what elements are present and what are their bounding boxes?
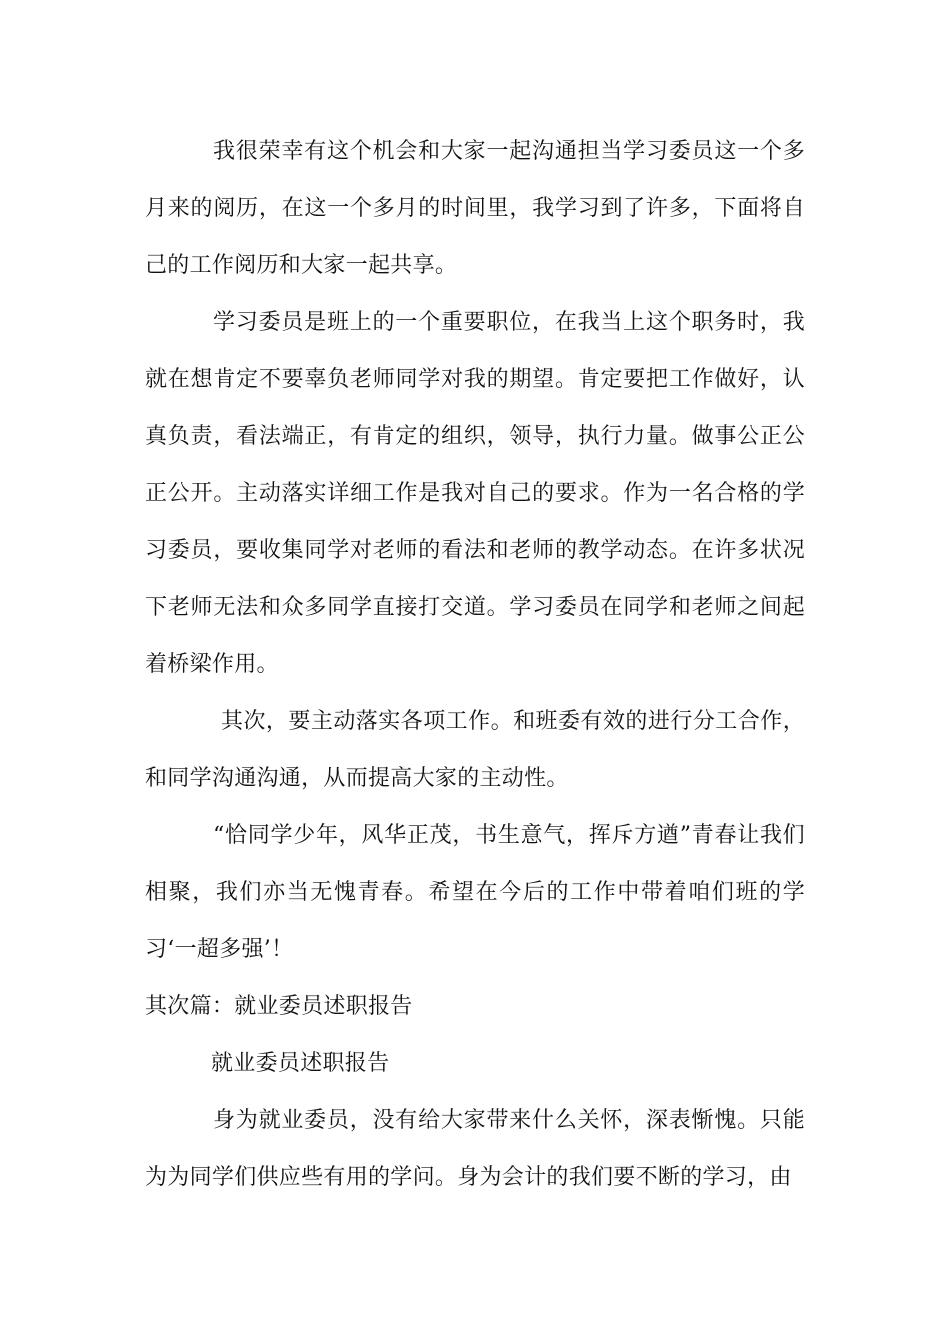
paragraph-1: 我很荣幸有这个机会和大家一起沟通担当学习委员这一个多月来的阅历，在这一个多月的时间里，我学习到了许多，下面将自己的工作阅历和大家一起共享。 <box>145 139 805 278</box>
section-heading: 其次篇：就业委员述职报告 <box>145 994 413 1019</box>
paragraph-5: 身为就业委员，没有给大家带来什么关怀，深表惭愧。只能为为同学们供应些有用的学问。身为会计的我们要不断的学习，由 <box>145 1108 805 1190</box>
paragraph-3: 其次，要主动落实各项工作。和班委有效的进行分工合作，和同学沟通沟通，从而提高大家的主动性。 <box>145 709 805 791</box>
paragraph-4: “恰同学少年，风华正茂，书生意气，挥斥方遒”青春让我们相聚，我们亦当无愧青春。希望在今后的工作中带着咱们班的学习‘一超多强’！ <box>145 823 805 962</box>
paragraph-2: 学习委员是班上的一个重要职位，在我当上这个职务时，我就在想肯定不要辜负老师同学对我的期望。肯定要把工作做好，认真负责，看法端正，有肯定的组织，领导，执行力量。做事公正公正公开。主动落实详细工作是我对自己的要求。作为一名合格的学习委员，要收集同学对老师的看法和老师的教学动态。在许多状况下老师无法和众多同学直接打交道。学习委员在同学和老师之间起着桥梁作用。 <box>145 310 805 677</box>
document-body <box>145 123 805 1206</box>
report-title: 就业委员述职报告 <box>211 1051 390 1076</box>
